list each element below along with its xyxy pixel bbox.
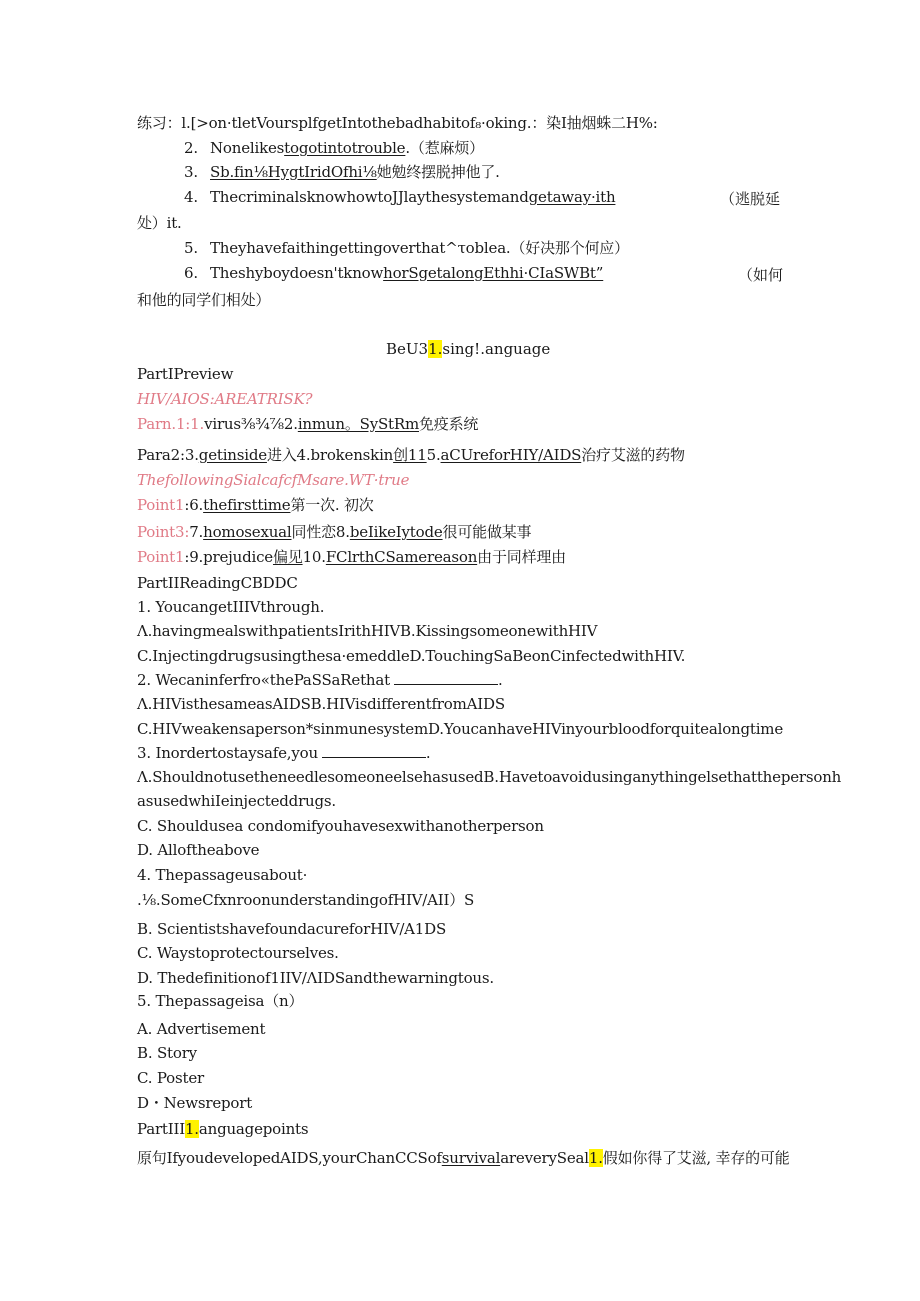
- q1-option: C.Injectingdrugsusingthesa·emeddleD.TouchingSaBeonCinfectedwithHIV.: [137, 647, 686, 665]
- part2-heading: PartIIReadingCBDDC: [137, 574, 298, 592]
- q5-option: B. Story: [137, 1044, 197, 1062]
- q3-option: Λ.ShouldnotusetheneedlesomeoneelsehasusedB.Havetoavoidusinganythingelsethatthepersonh: [137, 768, 842, 786]
- q2-stem: 2. Wecaninferfro«thePaSSaRethat .: [137, 671, 503, 689]
- q2-option: Λ.HIVisthesameasAIDSB.HIVisdifferentfromAIDS: [137, 695, 505, 713]
- exercise-item-6: 6. Theshyboydoesn'tknowhorSgetalongEthhi·CIaSWBt”: [184, 264, 604, 282]
- q5-option: C. Poster: [137, 1069, 204, 1087]
- exercise-item-4: 4. ThecriminalsknowhowtoJJlaythesystemandgetaway·ith: [184, 188, 616, 206]
- q5-stem: 5. Thepassageisa（n）: [137, 992, 304, 1010]
- q4-option: C. Waystoprotectourselves.: [137, 944, 339, 962]
- unit-title: BeU31.sing!.anguage: [386, 340, 551, 358]
- part1-point-a: Point1:6.thefirsttime第一次. 初次: [137, 496, 374, 514]
- part3-original-sentence: 原句IfyoudevelopedAIDS,yourChanCCSofsurvivalareverySeal1.假如你得了艾滋, 幸存的可能: [137, 1149, 790, 1167]
- exercise-item-3: 3. Sb.fin⅛HygtIridOfhi⅛她勉终摆脱抻他了.: [184, 163, 500, 181]
- q3-option: C. Shouldusea condomifyouhavesexwithanotherperson: [137, 817, 544, 835]
- part3-heading: PartIII1.anguagepoints: [137, 1120, 309, 1138]
- part1-para2: Para2:3.getinside进入4.brokenskin创115.aCUreforHIY/AIDS治疗艾滋的药物: [137, 446, 685, 464]
- exercise-item-6-gloss: （如何: [738, 266, 784, 284]
- exercise-item-4-gloss: （逃脱延: [720, 190, 781, 208]
- q1-option: Λ.havingmealswithpatientsIrithHIVB.KissingsomeonewithHIV: [137, 622, 598, 640]
- q5-option: A. Advertisement: [137, 1020, 266, 1038]
- q4-option: .⅛.SomeCfxnroonunderstandingofHIV/AII）S: [137, 891, 475, 909]
- q3-stem: 3. Inordertostaysafe,you .: [137, 744, 431, 762]
- q1-stem: 1. YoucangetIIIVthrough.: [137, 598, 325, 616]
- part1-subtitle: HIV/AIOS:AREATRISK?: [137, 390, 313, 408]
- part1-following: ThefollowingSialcafcfMsare.WT·true: [137, 471, 410, 489]
- exercise-item-5: 5. Theyhavefaithingettingoverthat^τoblea.（好决那个何应）: [184, 239, 629, 257]
- q3-option: asusedwhiIeinjecteddrugs.: [137, 792, 336, 810]
- exercise-item-6-cont: 和他的同学们相处）: [137, 291, 271, 309]
- part1-para1: Parn.1:1.virus⅜¾⅞2.inmun。SyStRm免疫系统: [137, 415, 479, 433]
- q4-option: B. ScientistshavefoundacureforHIV/A1DS: [137, 920, 447, 938]
- exercise-item-4-cont: 处）it.: [137, 214, 182, 232]
- q4-stem: 4. Thepassageusabout·: [137, 866, 308, 884]
- q2-option: C.HIVweakensaperson*sinmunesystemD.YoucanhaveHIVinyourbloodforquitealongtime: [137, 720, 784, 738]
- q5-option: D・Newsreport: [137, 1094, 253, 1112]
- answer-blank: [394, 671, 498, 685]
- q3-option: D. Alloftheabove: [137, 841, 260, 859]
- part1-heading: PartIPreview: [137, 365, 234, 383]
- exercise-line-1: 练习：l.[>on·tletVoursplfgetIntothebadhabitof₈·oking.：染I抽烟蛛二H%:: [137, 114, 658, 132]
- q4-option: D. Thedefinitionof1IIV/ΛIDSandthewarningtous.: [137, 969, 494, 987]
- exercise-item-2: 2. Nonelikestogotintotrouble.（惹麻烦）: [184, 139, 484, 157]
- part1-point-b: Point3:7.homosexual同性恋8.beIikeIytode很可能做某事: [137, 523, 532, 541]
- answer-blank: [322, 744, 426, 758]
- part1-point-c: Point1:9.prejudice偏见10.FClrthCSamereason由于同样理由: [137, 548, 566, 566]
